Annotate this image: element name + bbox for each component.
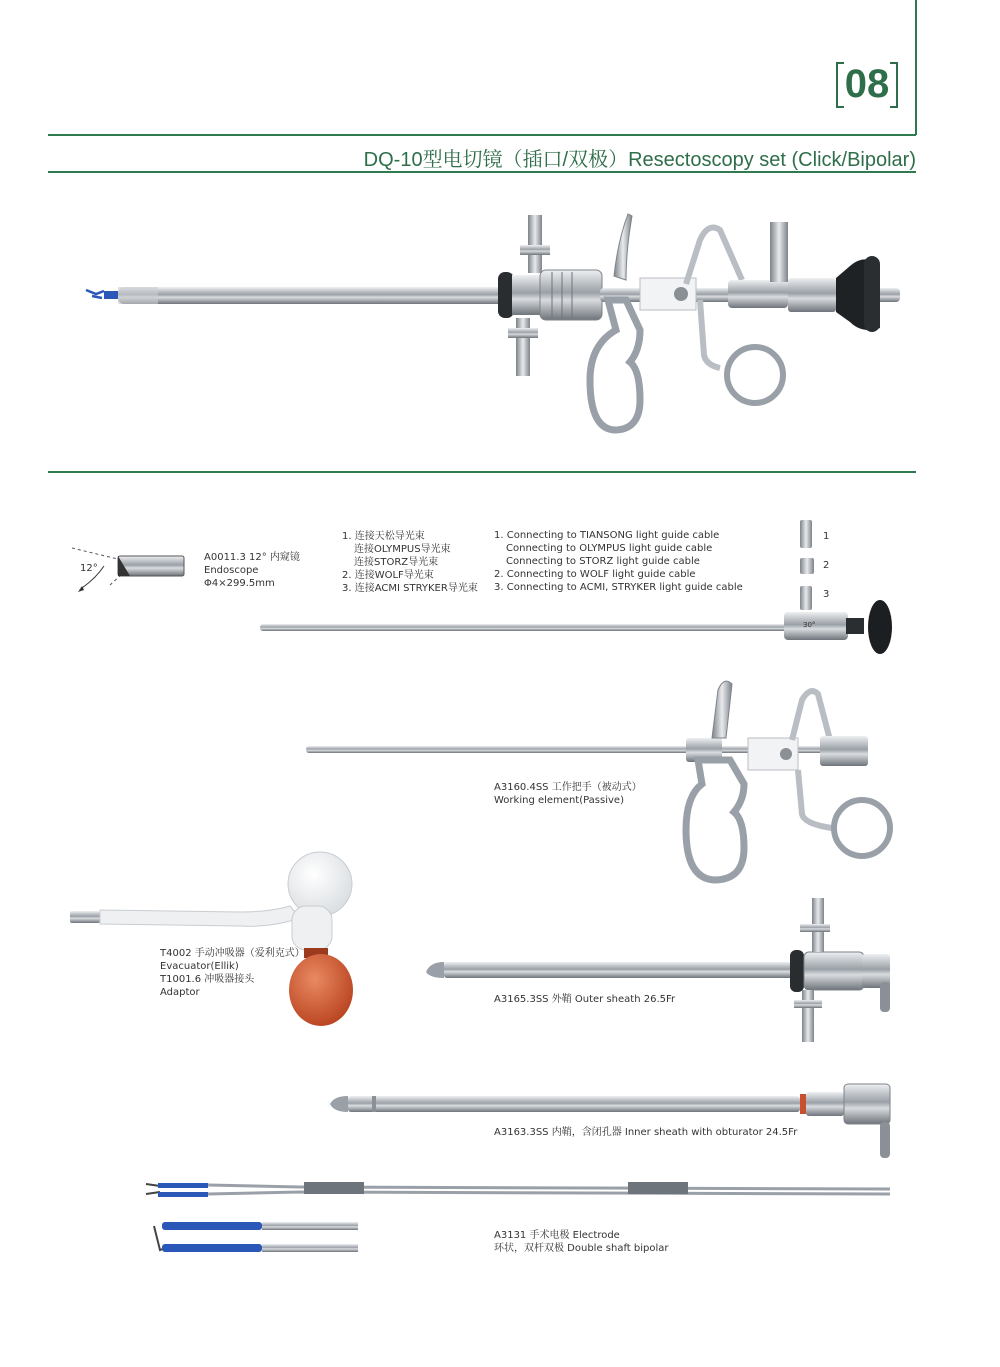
working-element-line: A3160.4SS 工作把手（被动式）: [494, 782, 642, 793]
endoscope-label: [204, 551, 300, 590]
page-number: 08: [836, 60, 898, 108]
connections-cn: [342, 530, 478, 595]
adapter-number: 2: [823, 560, 830, 571]
evacuator-line: Adaptor: [160, 987, 200, 998]
connections-en: [494, 529, 743, 594]
evacuator-line: T1001.6 冲吸器接头: [160, 974, 255, 985]
scope-angle-mark: 30°: [803, 621, 816, 629]
electrode-label: [494, 1229, 669, 1255]
endoscope-label-line: Φ4×299.5mm: [204, 578, 275, 589]
inner-sheath: [330, 1084, 890, 1158]
resectoscope-assembly: [86, 214, 900, 430]
evacuator: [70, 852, 353, 1026]
connection-en-line: 3. Connecting to ACMI, STRYKER light guide cable: [494, 582, 743, 593]
electrode-line: A3131 手术电极 Electrode: [494, 1230, 620, 1241]
endoscope-label-line: A0011.3 12° 内窥镜: [204, 552, 300, 563]
evacuator-line: Evacuator(Ellik): [160, 961, 239, 972]
connection-cn-line: 连接STORZ导光束: [354, 557, 439, 568]
inner-sheath-label: A3163.3SS 内鞘，含闭孔器 Inner sheath with obturator 24.5Fr: [494, 1127, 798, 1138]
connection-en-line: 1. Connecting to TIANSONG light guide cable: [494, 530, 720, 541]
evacuator-label: [160, 947, 305, 999]
working-element-label: [494, 781, 642, 807]
electrode-line: 环状，双杆双极 Double shaft bipolar: [494, 1243, 669, 1254]
adapter-number: 1: [823, 531, 830, 542]
connection-en-line: 2. Connecting to WOLF light guide cable: [494, 569, 696, 580]
connection-cn-line: 1. 连接天松导光束: [342, 531, 425, 542]
page-title: DQ-10型电切镜（插口/双极）Resectoscopy set (Click/Bipolar): [363, 149, 916, 171]
light-cable-adapters: [800, 520, 814, 610]
outer-sheath: [426, 898, 890, 1042]
connection-en-line: Connecting to OLYMPUS light guide cable: [506, 543, 713, 554]
connection-en-line: Connecting to STORZ light guide cable: [506, 556, 700, 567]
outer-sheath-label: A3165.3SS 外鞘 Outer sheath 26.5Fr: [494, 994, 676, 1005]
angle-label: 12°: [80, 563, 98, 574]
endoscope: [260, 600, 892, 654]
adapter-number: 3: [823, 589, 830, 600]
working-element-line: Working element(Passive): [494, 795, 624, 806]
connection-cn-line: 3. 连接ACMI STRYKER导光束: [342, 583, 478, 594]
connection-cn-line: 2. 连接WOLF导光束: [342, 570, 434, 581]
evacuator-line: T4002 手动冲吸器（爱利克式）: [160, 948, 305, 959]
endoscope-label-line: Endoscope: [204, 565, 259, 576]
connection-cn-line: 连接OLYMPUS导光束: [354, 544, 451, 555]
